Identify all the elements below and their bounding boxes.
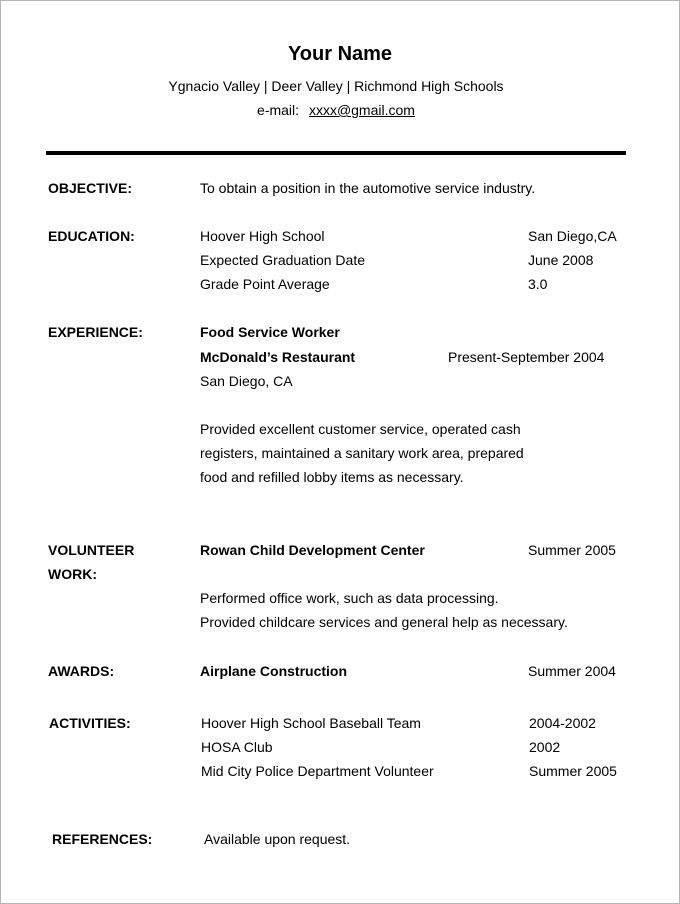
- awards-label: AWARDS:: [48, 663, 115, 679]
- award-title: Airplane Construction: [200, 663, 348, 679]
- activity-dates: Summer 2005: [529, 763, 617, 779]
- volunteer-dates: Summer 2005: [528, 542, 616, 558]
- volunteer-description-line: Provided childcare services and general help as necessary.: [200, 614, 568, 630]
- education-graduation-label: Expected Graduation Date: [200, 252, 365, 268]
- activity-item: Hoover High School Baseball Team: [201, 715, 421, 731]
- education-gpa-label: Grade Point Average: [200, 276, 330, 292]
- education-gpa-value: 3.0: [528, 276, 548, 292]
- email-line: [0, 101, 672, 119]
- objective-text: To obtain a position in the automotive service industry.: [200, 180, 536, 196]
- education-location: San Diego,CA: [528, 228, 617, 244]
- objective-label: OBJECTIVE:: [48, 180, 133, 196]
- header-divider: [46, 151, 626, 155]
- experience-label: EXPERIENCE:: [48, 324, 143, 340]
- experience-description-line: Provided excellent customer service, operated cash: [200, 421, 521, 437]
- email-label: e-mail:: [257, 102, 300, 118]
- award-dates: Summer 2004: [528, 663, 616, 679]
- experience-job-title: Food Service Worker: [200, 324, 340, 340]
- experience-dates: Present-September 2004: [448, 349, 605, 365]
- education-label: EDUCATION:: [48, 228, 135, 244]
- resume-name: Your Name: [287, 43, 393, 65]
- volunteer-label: VOLUNTEER: [48, 542, 135, 558]
- references-text: Available upon request.: [204, 831, 351, 847]
- experience-description-line: food and refilled lobby items as necessary.: [200, 469, 464, 485]
- volunteer-label-continued: WORK:: [48, 566, 97, 582]
- education-school: Hoover High School: [200, 228, 325, 244]
- references-label: REFERENCES:: [52, 831, 153, 847]
- email-link[interactable]: xxxx@gmail.com: [308, 102, 415, 118]
- schools-line: Ygnacio Valley | Deer Valley | Richmond High Schools: [168, 78, 504, 94]
- education-graduation-date: June 2008: [528, 252, 594, 268]
- experience-employer: McDonald’s Restaurant: [200, 349, 356, 365]
- activity-dates: 2004-2002: [529, 715, 596, 731]
- activity-item: Mid City Police Department Volunteer: [201, 763, 434, 779]
- activity-dates: 2002: [529, 739, 561, 755]
- volunteer-organization: Rowan Child Development Center: [200, 542, 425, 558]
- activities-label: ACTIVITIES:: [49, 715, 131, 731]
- experience-description-line: registers, maintained a sanitary work area, prepared: [200, 445, 524, 461]
- experience-location: San Diego, CA: [200, 373, 293, 389]
- activity-item: HOSA Club: [201, 739, 273, 755]
- volunteer-description-line: Performed office work, such as data processing.: [200, 590, 499, 606]
